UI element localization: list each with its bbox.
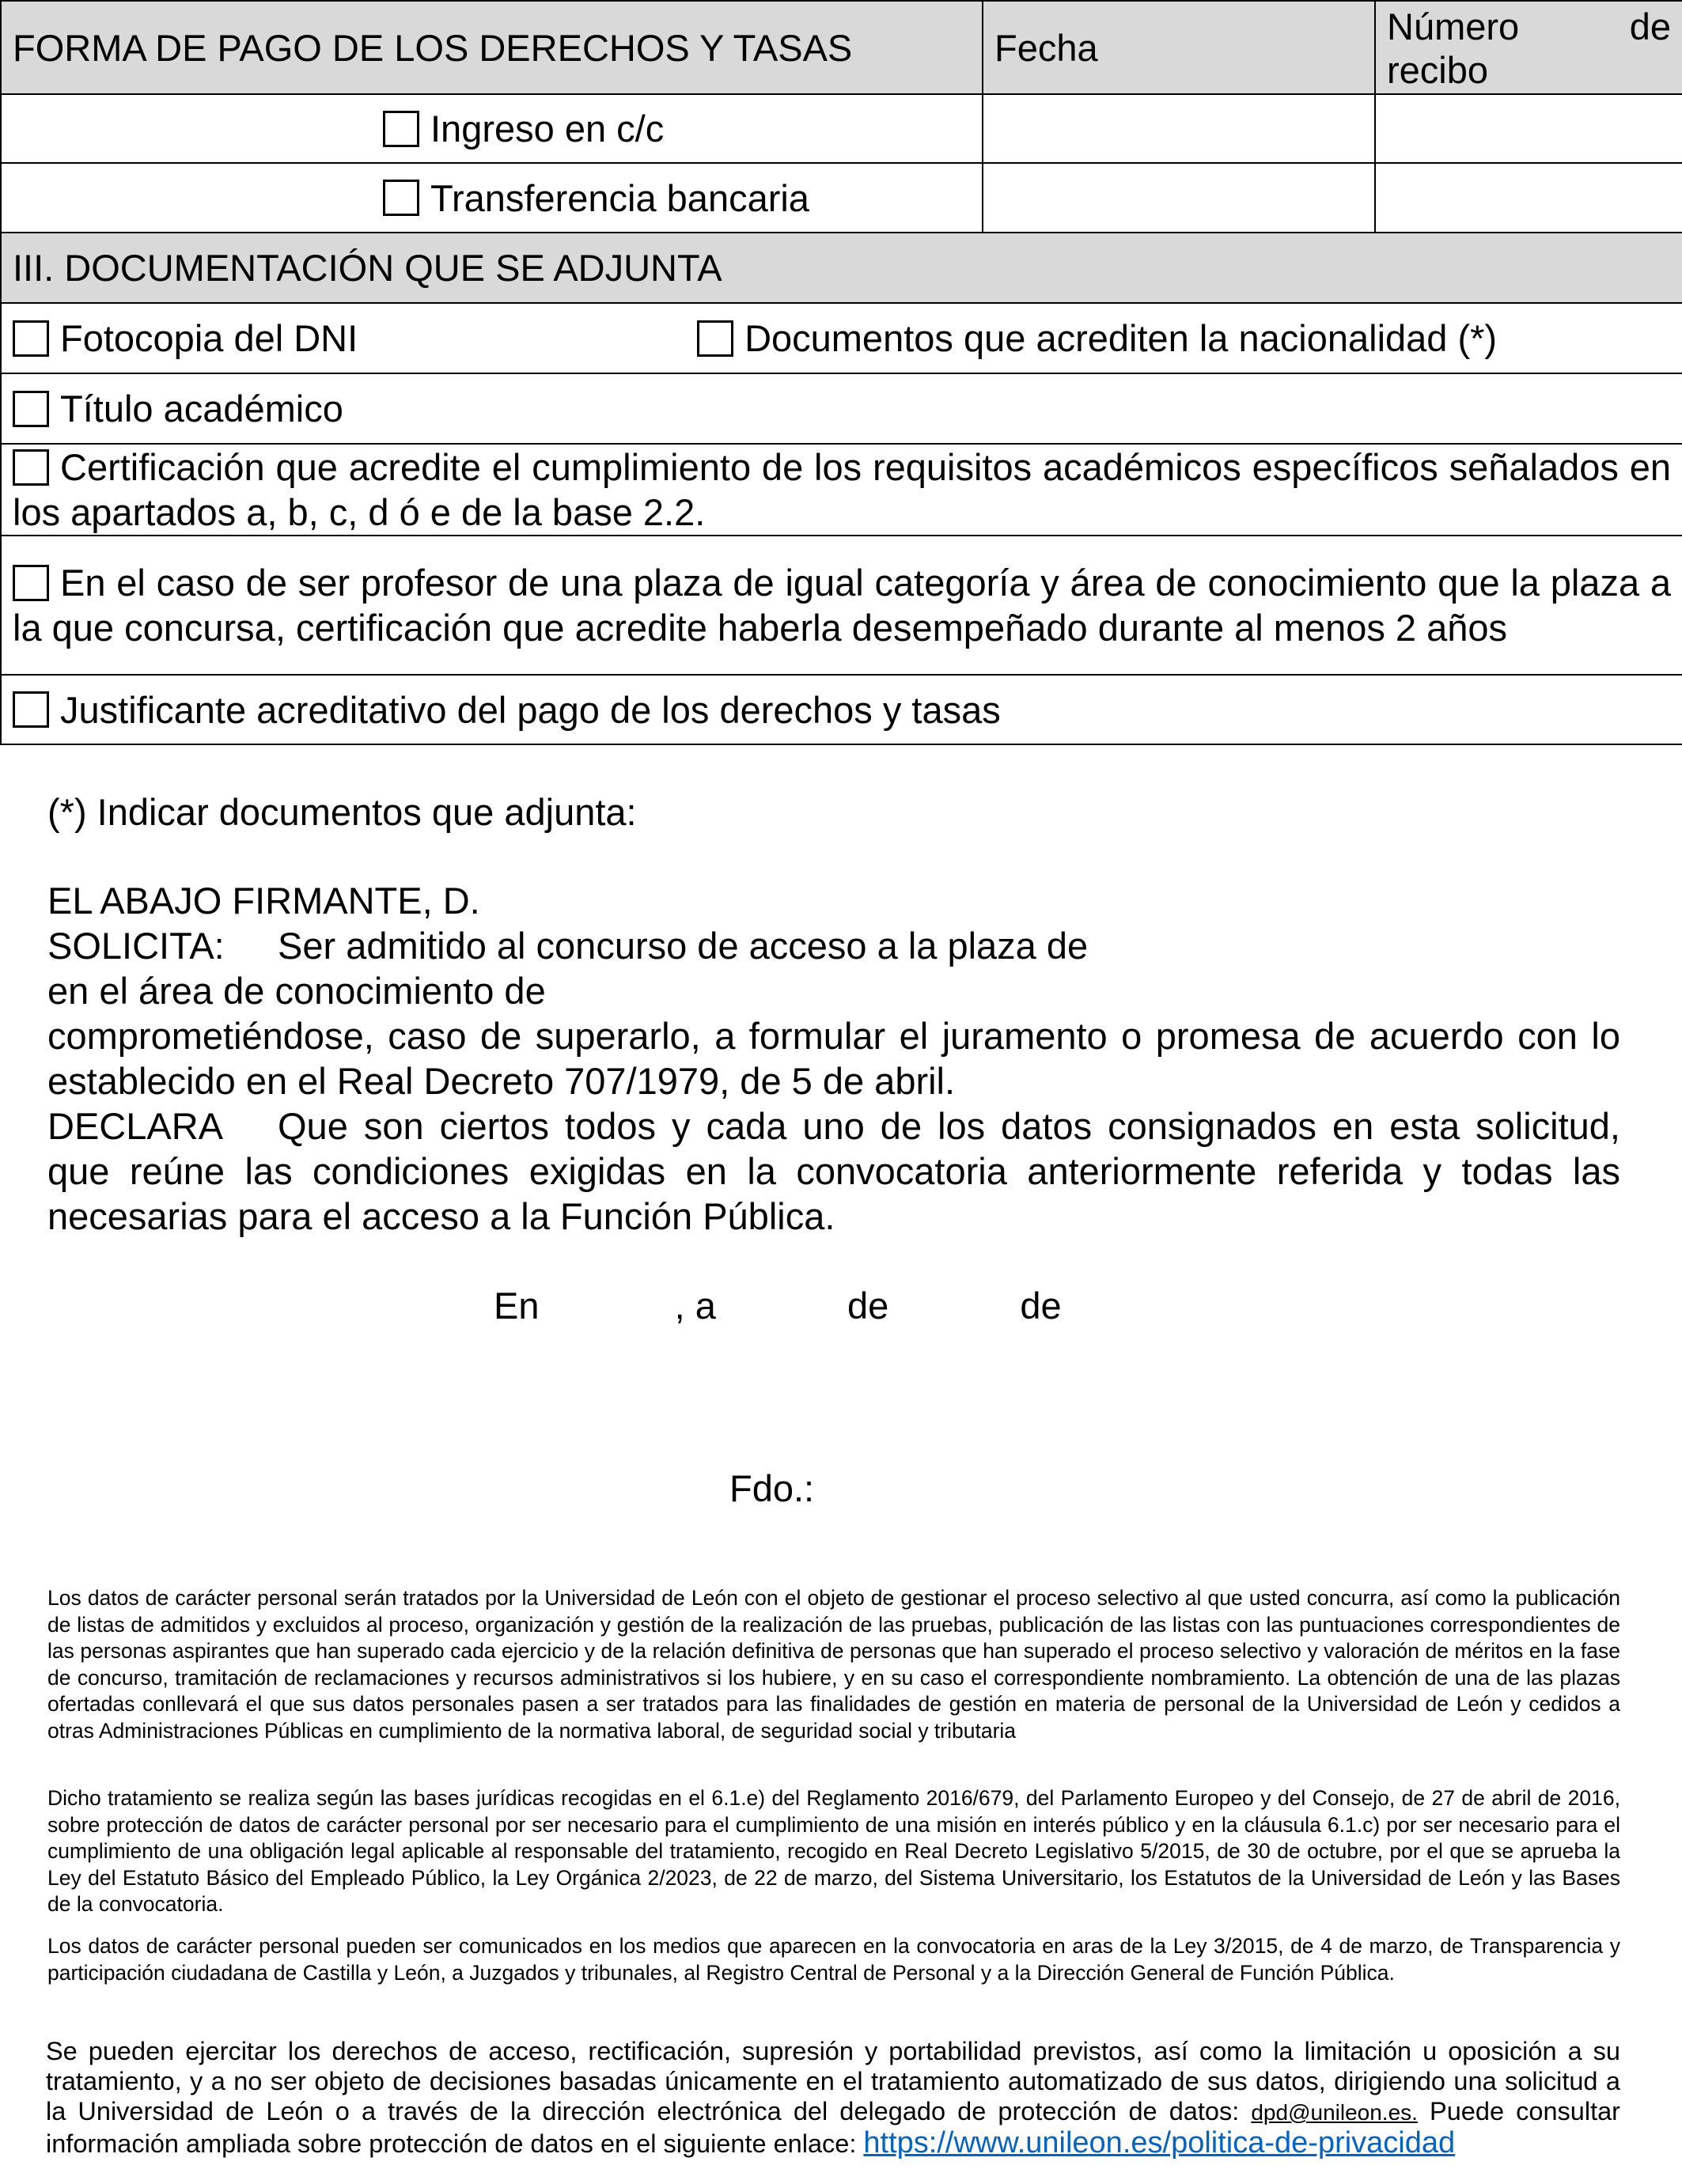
titulo-checkbox[interactable] [13, 391, 49, 427]
transferencia-checkbox[interactable] [383, 180, 419, 216]
fecha-transferencia-cell[interactable] [983, 163, 1375, 233]
ingreso-label: Ingreso en c/c [430, 108, 665, 150]
doc-option-nacionalidad[interactable] [687, 317, 1497, 359]
doc-row-titulo [1, 373, 1682, 444]
payment-option-row [1, 94, 1682, 163]
profesor-label: En el caso de ser profesor de una plaza de igual categoría y área de conocimiento que la plaza a la que concursa, certificación que acredite haberla desempeñado durante al menos 2 años [13, 562, 1671, 649]
profesor-checkbox[interactable] [13, 565, 49, 601]
privacy-paragraph-1: Los datos de carácter personal serán tratados por la Universidad de León con el objeto de gestionar el proceso selectivo al que usted concurra, así como la publicación de listas de admitidos y excluidos al proceso, organización y gestión de la realización de las pruebas, publicación de las listas con las puntuaciones correspondientes de las personas aspirantes que han superado cada ejercicio y de la relación definitiva de personas que han superado el proceso selectivo y valoración de méritos en la fase de concurso, tramitación de reclamaciones y recursos administrativos si los hubiere, y en su caso el correspondiente nombramiento. La obtención de una de las plazas ofertadas conllevará el que sus datos personales pasen a ser tratados para las finalidades de gestión en materia de personal de la Universidad de León y cedidos a otras Administraciones Públicas en cumplimiento de la normativa laboral, de seguridad social y tributaria [47, 1586, 1620, 1743]
privacy-rights-text: Se pueden ejercitar los derechos de acceso, rectificación, supresión y portabilidad previstos, así como la limitación u oposición a su tratamiento, y a no ser objeto de decisiones basadas únicamente en el tratamiento automatizado de sus datos, dirigiendo una solicitud a la Universidad de León o a través de la dirección electrónica del delegado de protección de datos: [46, 2037, 1620, 2125]
privacy-more-info-text: Puede consultar información ampliada sobre protección de datos en el siguiente enlace: [46, 2097, 1621, 2158]
attached-docs-note: (*) Indicar documentos que adjunta: [47, 791, 637, 833]
solicita-label: SOLICITA: [47, 925, 225, 967]
numero-label: Número [1387, 6, 1520, 47]
payment-option-row [1, 163, 1682, 233]
declara-text: Que son ciertos todos y cada uno de los datos consignados en esta solicitud, que reúne las condiciones exigidas en la convocatoria anteriormente referida y todas las necesarias para el acceso a la Función Pública. [47, 1105, 1620, 1237]
de-label-2: de [1020, 1285, 1062, 1327]
declara-paragraph [47, 1103, 1620, 1239]
doc-option-titulo[interactable] [1, 373, 1682, 444]
ingreso-checkbox[interactable] [383, 111, 419, 147]
privacy-paragraph-4 [46, 2036, 1620, 2159]
de-label-1: de [847, 1285, 889, 1327]
titulo-label: Título académico [60, 388, 343, 430]
certificacion-label: Certificación que acredite el cumplimiento de los requisitos académicos específicos señalados en los apartados a, b, c, d ó e de la base 2.2. [13, 446, 1671, 533]
a-label: , a [674, 1285, 716, 1327]
privacy-paragraph-2: Dicho tratamiento se realiza según las bases jurídicas recogidas en el 6.1.e) del Reglamento 2016/679, del Parlamento Europeo y del Consejo, de 27 de abril de 2016, sobre protección de datos de carácter personal por ser necesario para el cumplimiento de una misión en interés público y en la cláusula 6.1.c) por ser necesario para el cumplimiento de una obligación legal aplicable al responsable del tratamiento, recogido en Real Decreto Legislativo 5/2015, de 30 de octubre, por el que se aprueba la Ley del Estatuto Básico del Empleado Público, la Ley Orgánica 2/2023, de 22 de marzo, del Sistema Universitario, los Estatutos de la Universidad de León y las Bases de la convocatoria. [47, 1786, 1620, 1916]
justificante-checkbox[interactable] [13, 691, 49, 728]
certificacion-checkbox[interactable] [13, 449, 49, 486]
solicita-line [47, 923, 1620, 968]
doc-option-dni[interactable] [13, 316, 687, 360]
statement-block [47, 878, 1620, 1239]
dni-checkbox[interactable] [13, 320, 49, 357]
dpd-email-link[interactable]: dpd@unileon.es. [1251, 2100, 1418, 2125]
recibo-transferencia-cell[interactable] [1375, 163, 1682, 233]
transferencia-label: Transferencia bancaria [430, 176, 809, 219]
fecha-header: Fecha [983, 1, 1375, 94]
privacy-paragraph-3: Los datos de carácter personal pueden ser comunicados en los medios que aparecen en la convocatoria en aras de la Ley 3/2015, de 4 de marzo, de Transparencia y participación ciudadana de Castilla y León, a Juzgados y tribunales, al Registro Central de Personal y a la Dirección General de Función Pública. [47, 1934, 1620, 1985]
dni-label: Fotocopia del DNI [60, 317, 358, 359]
privacy-policy-link[interactable]: https://www.unileon.es/politica-de-privacidad [863, 2126, 1456, 2159]
declara-label: DECLARA [47, 1105, 224, 1147]
payment-option-ingreso[interactable] [1, 94, 983, 163]
documentation-header-row [1, 233, 1682, 303]
de-label: de [1629, 6, 1671, 47]
recibo-ingreso-cell[interactable] [1375, 94, 1682, 163]
area-line: en el área de conocimiento de [47, 970, 546, 1012]
doc-row-dni [1, 303, 1682, 373]
firmante-line: EL ABAJO FIRMANTE, D. [47, 880, 480, 922]
doc-option-justificante[interactable] [1, 675, 1682, 744]
nacionalidad-label: Documentos que acrediten la nacionalidad (*) [744, 317, 1498, 359]
compromiso-text: comprometiéndose, caso de superarlo, a formular el juramento o promesa de acuerdo con lo establecido en el Real Decreto 707/1979, de 5 de abril. [47, 1015, 1620, 1102]
doc-row-certificacion [1, 444, 1682, 536]
payment-header: FORMA DE PAGO DE LOS DERECHOS Y TASAS [1, 1, 983, 94]
documentation-header: III. DOCUMENTACIÓN QUE SE ADJUNTA [1, 233, 1682, 303]
numero-recibo-header [1375, 1, 1682, 94]
fecha-ingreso-cell[interactable] [983, 94, 1375, 163]
recibo-label: recibo [1387, 49, 1489, 91]
doc-row-justificante [1, 675, 1682, 744]
signature-label: Fdo.: [729, 1467, 815, 1509]
application-form-table [0, 0, 1682, 745]
en-label: En [494, 1285, 540, 1327]
solicita-text: Ser admitido al concurso de acceso a la plaza de [278, 925, 1089, 967]
place-date-line [494, 1283, 1062, 1328]
justificante-label: Justificante acreditativo del pago de los derechos y tasas [60, 688, 1001, 731]
payment-option-transferencia[interactable] [1, 163, 983, 233]
doc-row-profesor [1, 536, 1682, 675]
doc-option-certificacion[interactable] [1, 444, 1682, 536]
doc-option-profesor[interactable] [1, 536, 1682, 675]
nacionalidad-checkbox[interactable] [697, 320, 733, 357]
payment-header-row [1, 1, 1682, 94]
